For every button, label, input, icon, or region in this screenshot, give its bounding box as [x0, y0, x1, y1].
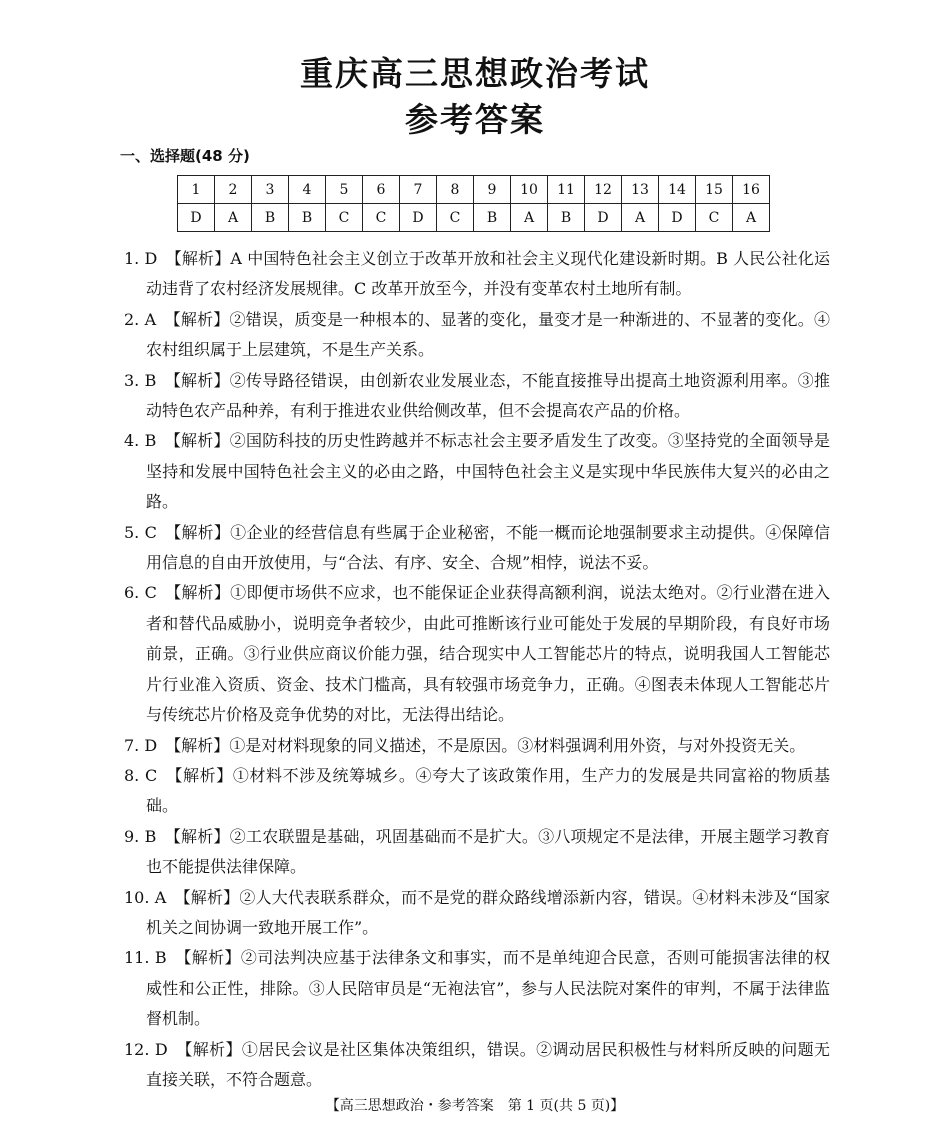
explanation-item	[124, 943, 830, 1034]
analysis-tag: 【解析】	[172, 826, 230, 846]
question-number-cell: 13	[622, 176, 659, 204]
item-text: ①是对材料现象的同义描述，不是原因。③材料强调利用外资，与对外投资无关。	[229, 735, 806, 755]
question-number-cell: 7	[400, 176, 437, 204]
answer-cell: D	[178, 204, 215, 232]
analysis-tag: 【解析】	[173, 522, 231, 542]
explanation-item	[124, 822, 830, 883]
answer-cell: A	[215, 204, 252, 232]
question-number-cell: 5	[326, 176, 363, 204]
question-number-cell: 9	[474, 176, 511, 204]
item-text: ②国防科技的历史性跨越并不标志社会主要矛盾发生了改变。③坚持党的全面领导是坚持和发展中国特色社会主义的必由之路，中国特色社会主义是实现中华民族伟大复兴的必由之路。	[146, 431, 830, 512]
analysis-tag: 【解析】	[173, 583, 231, 603]
question-number-cell: 3	[252, 176, 289, 204]
item-number: 9. B	[124, 826, 157, 846]
analysis-tag: 【解析】	[172, 309, 230, 329]
answer-table-answer-row	[178, 204, 770, 232]
answer-cell: C	[696, 204, 733, 232]
question-number-cell: 8	[437, 176, 474, 204]
explanation-item	[124, 518, 830, 579]
explanation-item	[124, 761, 830, 822]
page-subtitle: 参考答案	[405, 100, 545, 139]
explanation-item	[124, 426, 830, 517]
answer-cell: D	[585, 204, 622, 232]
answer-cell: B	[252, 204, 289, 232]
answer-cell: B	[289, 204, 326, 232]
item-number: 4. B	[124, 431, 157, 451]
answer-cell: A	[622, 204, 659, 232]
explanation-list	[124, 244, 830, 1095]
answer-cell: A	[733, 204, 770, 232]
explanation-item	[124, 1035, 830, 1096]
item-number: 10. A	[124, 887, 167, 907]
question-number-cell: 14	[659, 176, 696, 204]
item-text: ②传导路径错误，由创新农业发展业态，不能直接推导出提高土地资源利用率。③推动特色农产品种养，有利于推进农业供给侧改革，但不会提高农产品的价格。	[146, 370, 830, 421]
explanation-item	[124, 366, 830, 427]
explanation-item	[124, 305, 830, 366]
question-number-cell: 2	[215, 176, 252, 204]
item-number: 3. B	[124, 370, 157, 390]
question-number-cell: 1	[178, 176, 215, 204]
answer-cell: B	[474, 204, 511, 232]
answer-cell: D	[400, 204, 437, 232]
answer-cell: C	[437, 204, 474, 232]
item-text: ①材料不涉及统筹城乡。④夸大了该政策作用，生产力的发展是共同富裕的物质基础。	[146, 765, 830, 816]
analysis-tag: 【解析】	[173, 735, 230, 755]
question-number-cell: 15	[696, 176, 733, 204]
item-text: ①居民会议是社区集体决策组织，错误。②调动居民积极性与材料所反映的问题无直接关联，不符合题意。	[146, 1039, 830, 1089]
item-number: 12. D	[124, 1039, 168, 1059]
question-number-cell: 12	[585, 176, 622, 204]
analysis-tag: 【解析】	[173, 249, 231, 268]
question-number-cell: 11	[548, 176, 585, 204]
page-footer: 【高三思想政治・参考答案 第 1 页(共 5 页)】	[325, 1098, 625, 1114]
item-text: ②错误，质变是一种根本的、显著的变化，量变才是一种渐进的、不显著的变化。④农村组织属于上层建筑，不是生产关系。	[146, 309, 830, 360]
explanation-item	[124, 578, 830, 730]
item-text: ①即便市场供不应求，也不能保证企业获得高额利润，说法太绝对。②行业潜在进入者和替代品威胁小，说明竞争者较少，由此可推断该行业可能处于发展的早期阶段，有良好市场前景，正确。③行业供应商议价能力强，结合现实中人工智能芯片的特点，说明我国人工智能芯片行业准入资质、资金、技术门槛高，具有较强市场竞争力，正确。④图表未体现人工智能芯片与传统芯片价格及竞争优势的对比，无法得出结论。	[146, 583, 830, 725]
item-number: 5. C	[124, 522, 157, 542]
analysis-tag: 【解析】	[172, 370, 230, 390]
question-number-cell: 4	[289, 176, 326, 204]
item-number: 6. C	[124, 583, 157, 603]
answer-cell: B	[548, 204, 585, 232]
explanation-item	[124, 883, 830, 944]
answer-cell: D	[659, 204, 696, 232]
item-text: A 中国特色社会主义创立于改革开放和社会主义现代化建设新时期。B 人民公社化运动违背了农村经济发展规律。C 改革开放至今，并没有变革农村土地所有制。	[146, 249, 830, 299]
analysis-tag: 【解析】	[183, 948, 241, 968]
item-number: 11. B	[124, 948, 167, 968]
analysis-tag: 【解析】	[174, 765, 233, 785]
item-number: 8. C	[124, 765, 158, 785]
analysis-tag: 【解析】	[184, 1039, 242, 1059]
question-number-cell: 10	[511, 176, 548, 204]
item-number: 2. A	[124, 309, 157, 329]
explanation-item	[124, 731, 830, 761]
item-text: ①企业的经营信息有些属于企业秘密，不能一概而论地强制要求主动提供。④保障信用信息的自由开放使用，与“合法、有序、安全、合规”相悖，说法不妥。	[146, 522, 830, 573]
item-number: 1. D	[124, 249, 158, 268]
item-text: ②司法判决应基于法律条文和事实，而不是单纯迎合民意，否则可能损害法律的权威性和公正性，排除。③人民陪审员是“无袍法官”，参与人民法院对案件的审判，不属于法律监督机制。	[146, 948, 830, 1029]
section-heading: 一、选择题(48 分)	[120, 147, 250, 165]
item-text: ②人大代表联系群众，而不是党的群众路线增添新内容，错误。④材料未涉及“国家机关之间协调一致地开展工作”。	[146, 887, 830, 937]
answer-cell: C	[363, 204, 400, 232]
answer-table-number-row	[178, 176, 770, 204]
explanation-item	[124, 244, 830, 305]
item-number: 7. D	[124, 735, 158, 755]
item-text: ②工农联盟是基础，巩固基础而不是扩大。③八项规定不是法律，开展主题学习教育也不能提供法律保障。	[146, 826, 830, 877]
question-number-cell: 16	[733, 176, 770, 204]
analysis-tag: 【解析】	[182, 887, 240, 907]
page-title: 重庆高三思想政治考试	[300, 54, 650, 93]
answer-cell: A	[511, 204, 548, 232]
analysis-tag: 【解析】	[172, 431, 230, 451]
question-number-cell: 6	[363, 176, 400, 204]
answer-cell: C	[326, 204, 363, 232]
answer-table	[177, 175, 770, 232]
